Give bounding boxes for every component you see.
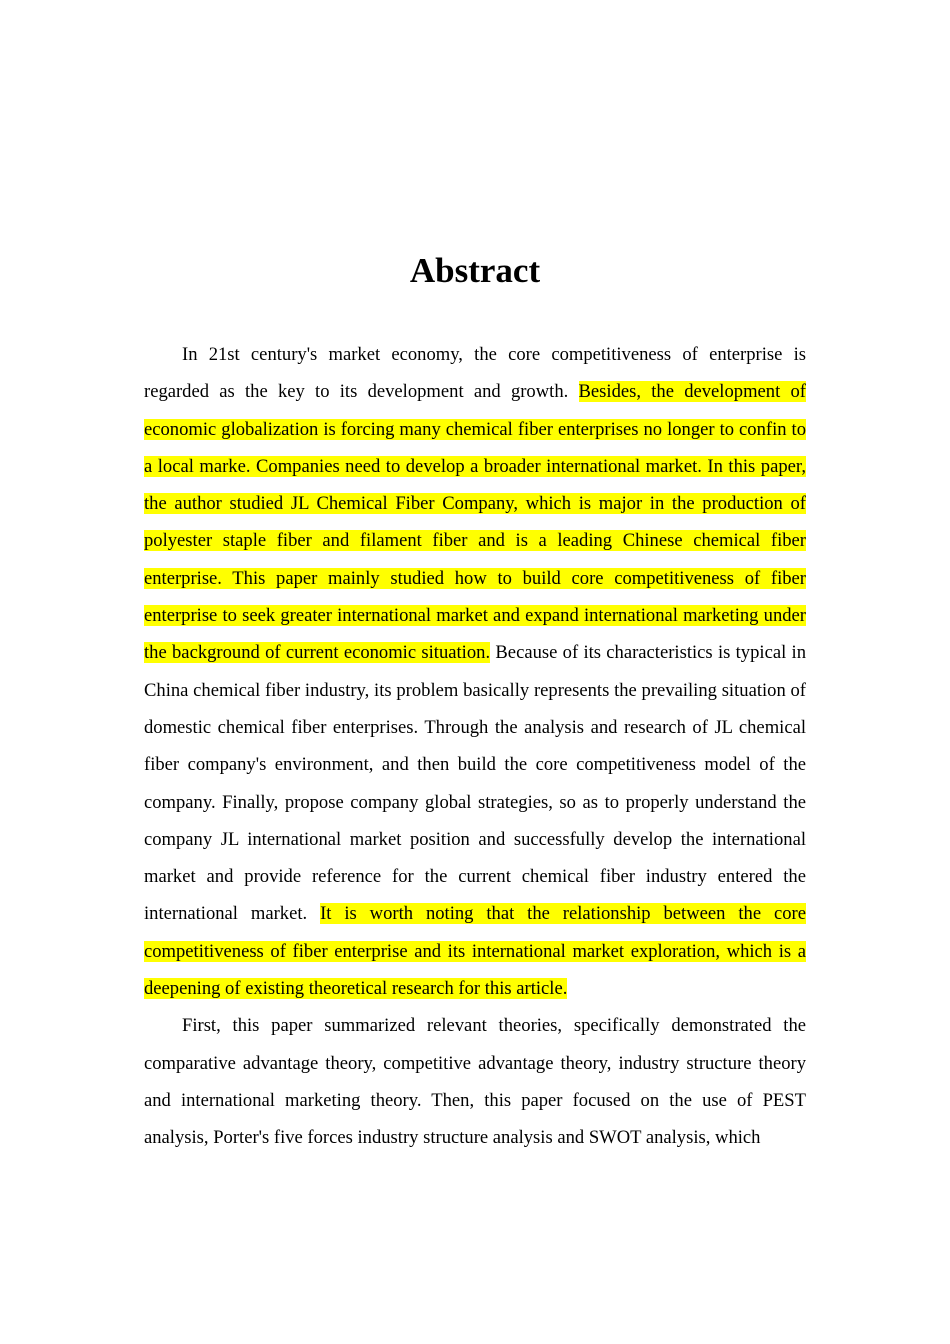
text-segment: Because of its characteristics is typical in China chemical fiber industry, its problem basically represents the prevailing situation of domestic chemical fiber enterprises. Through the analysis and research of JL chemical fiber company's environment, and then build the core competitiveness model of the company. Finally, propose company global strategies, so as to properly understand the company JL international market position and successfully develop the international market and provide reference for the current chemical fiber industry entered the international market. xyxy=(144,642,807,925)
highlighted-text-segment: It is worth noting that the relationship between the core competitiveness of fiber enterprise and its international market exploration, which is a deepening of existing theoretical research for this article. xyxy=(144,903,806,1000)
paragraph-2 xyxy=(144,1007,806,1156)
text-segment: In 21st century's market economy, the core competitiveness of enterprise is regarded as the key to its development and growth. xyxy=(144,344,806,403)
abstract-body xyxy=(144,336,806,1157)
abstract-title: Abstract xyxy=(409,251,541,290)
highlighted-text-segment: Besides, the development of economic globalization is forcing many chemical fiber enterprises no longer to confin to a local marke. Companies need to develop a broader international market. In this paper, the author studied JL Chemical Fiber Company, which is major in the production of polyester staple fiber and filament fiber and is a leading Chinese chemical fiber enterprise. This paper mainly studied how to build core competitiveness of fiber enterprise to seek greater international market and expand international marketing under the background of current economic situation. xyxy=(144,381,806,664)
paragraph-1 xyxy=(144,336,806,1007)
text-segment: First, this paper summarized relevant theories, specifically demonstrated the comparative advantage theory, competitive advantage theory, industry structure theory and international marketing theory. Then, this paper focused on the use of PEST analysis, Porter's five forces industry structure analysis and SWOT analysis, which xyxy=(144,1015,806,1149)
